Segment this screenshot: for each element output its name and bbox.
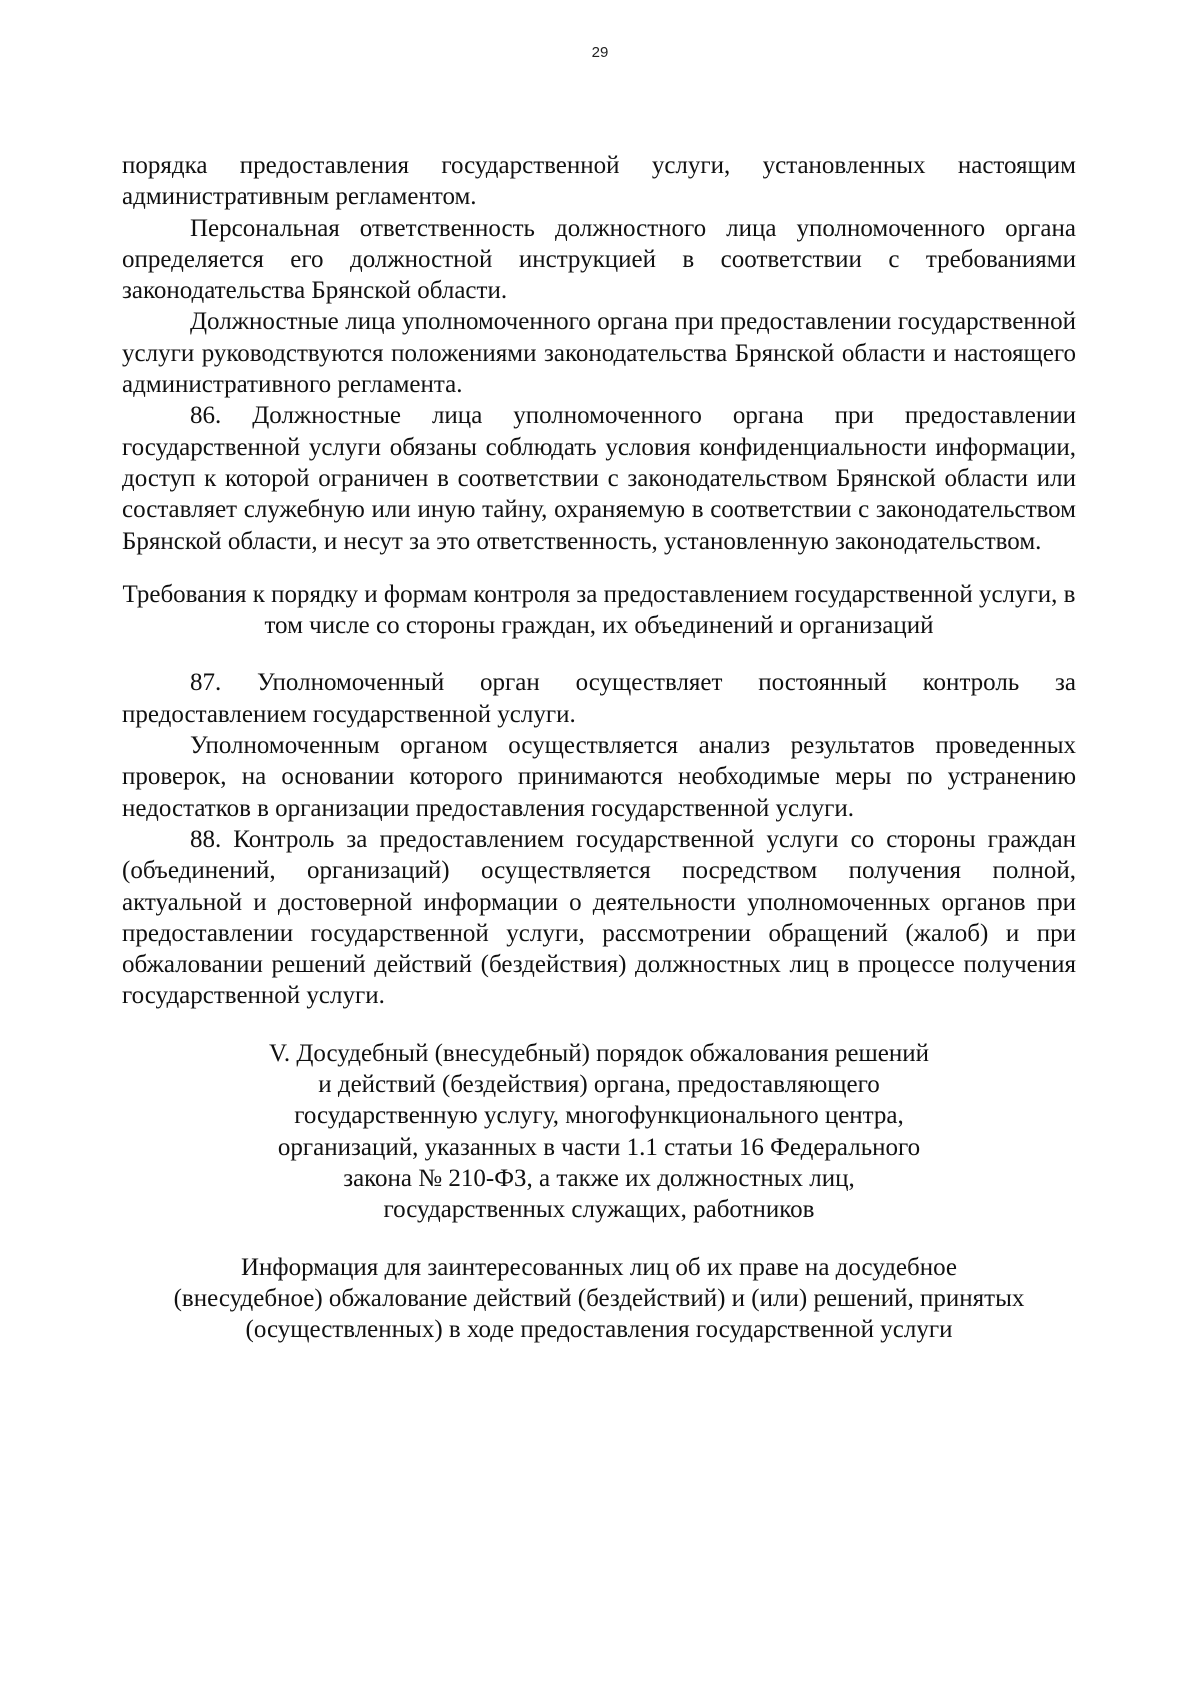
paragraph-officials-guided: Должностные лица уполномоченного органа при предоставлении государственной услуги руководствуются положениями законодательства Брянской области и настоящего административного регламента. (122, 308, 1076, 399)
section-v-heading-line: организаций, указанных в части 1.1 статьи 16 Федерального (277, 1133, 921, 1161)
section-v-heading-line: закона № 210-ФЗ, а также их должностных лиц, (343, 1164, 855, 1192)
document-body (122, 150, 1076, 1345)
section-v-heading-line: и действий (бездействия) органа, предоставляющего (318, 1071, 880, 1099)
heading-control-requirements: Требования к порядку и формам контроля за предоставлением государственной услуги, в том числе со стороны граждан, их объединений и организаций (122, 580, 1076, 640)
paragraph-personal-responsibility: Персональная ответственность должностного лица уполномоченного органа определяется его должностной инструкцией в соответствии с требованиями законодательства Брянской области. (122, 214, 1076, 305)
section-v-heading (122, 1038, 1076, 1226)
info-heading-line: (осуществленных) в ходе предоставления государственной услуги (245, 1316, 953, 1344)
section-v-heading-line: государственную услугу, многофункционального центра, (294, 1102, 904, 1130)
section-v-heading-line: государственных служащих, работников (383, 1196, 815, 1224)
paragraph-86: 86. Должностные лица уполномоченного органа при предоставлении государственной услуги обязаны соблюдать условия конфиденциальности информации, доступ к которой ограничен в соответствии с законодательством Брянской области или составляет служебную или иную тайну, охраняемую в соответствии с законодательством Брянской области, и несут за это ответственность, установленную законодательством. (122, 402, 1076, 555)
section-v-heading-line: V. Досудебный (внесудебный) порядок обжалования решений (269, 1039, 929, 1067)
info-heading-line: (внесудебное) обжалование действий (бездействий) и (или) решений, принятых (173, 1284, 1025, 1312)
paragraph-88: 88. Контроль за предоставлением государственной услуги со стороны граждан (объединений, организаций) осуществляется посредством получения полной, актуальной и достоверной информации о деятельности уполномоченных органов при предоставлении государственной услуги, рассмотрении обращений (жалоб) и при обжаловании решений действий (бездействия) должностных лиц в процессе получения государственной услуги. (122, 825, 1076, 1010)
paragraph-87: 87. Уполномоченный орган осуществляет постоянный контроль за предоставлением государственной услуги. (122, 669, 1076, 728)
paragraph-continuation: порядка предоставления государственной услуги, установленных настоящим административным регламентом. (122, 152, 1076, 211)
paragraph-87-analysis: Уполномоченным органом осуществляется анализ результатов проведенных проверок, на основании которого принимаются необходимые меры по устранению недостатков в организации предоставления государственной услуги. (122, 732, 1076, 822)
info-heading-line: Информация для заинтересованных лиц об их праве на досудебное (240, 1253, 958, 1281)
page-number: 29 (591, 44, 609, 61)
info-heading (122, 1252, 1076, 1346)
